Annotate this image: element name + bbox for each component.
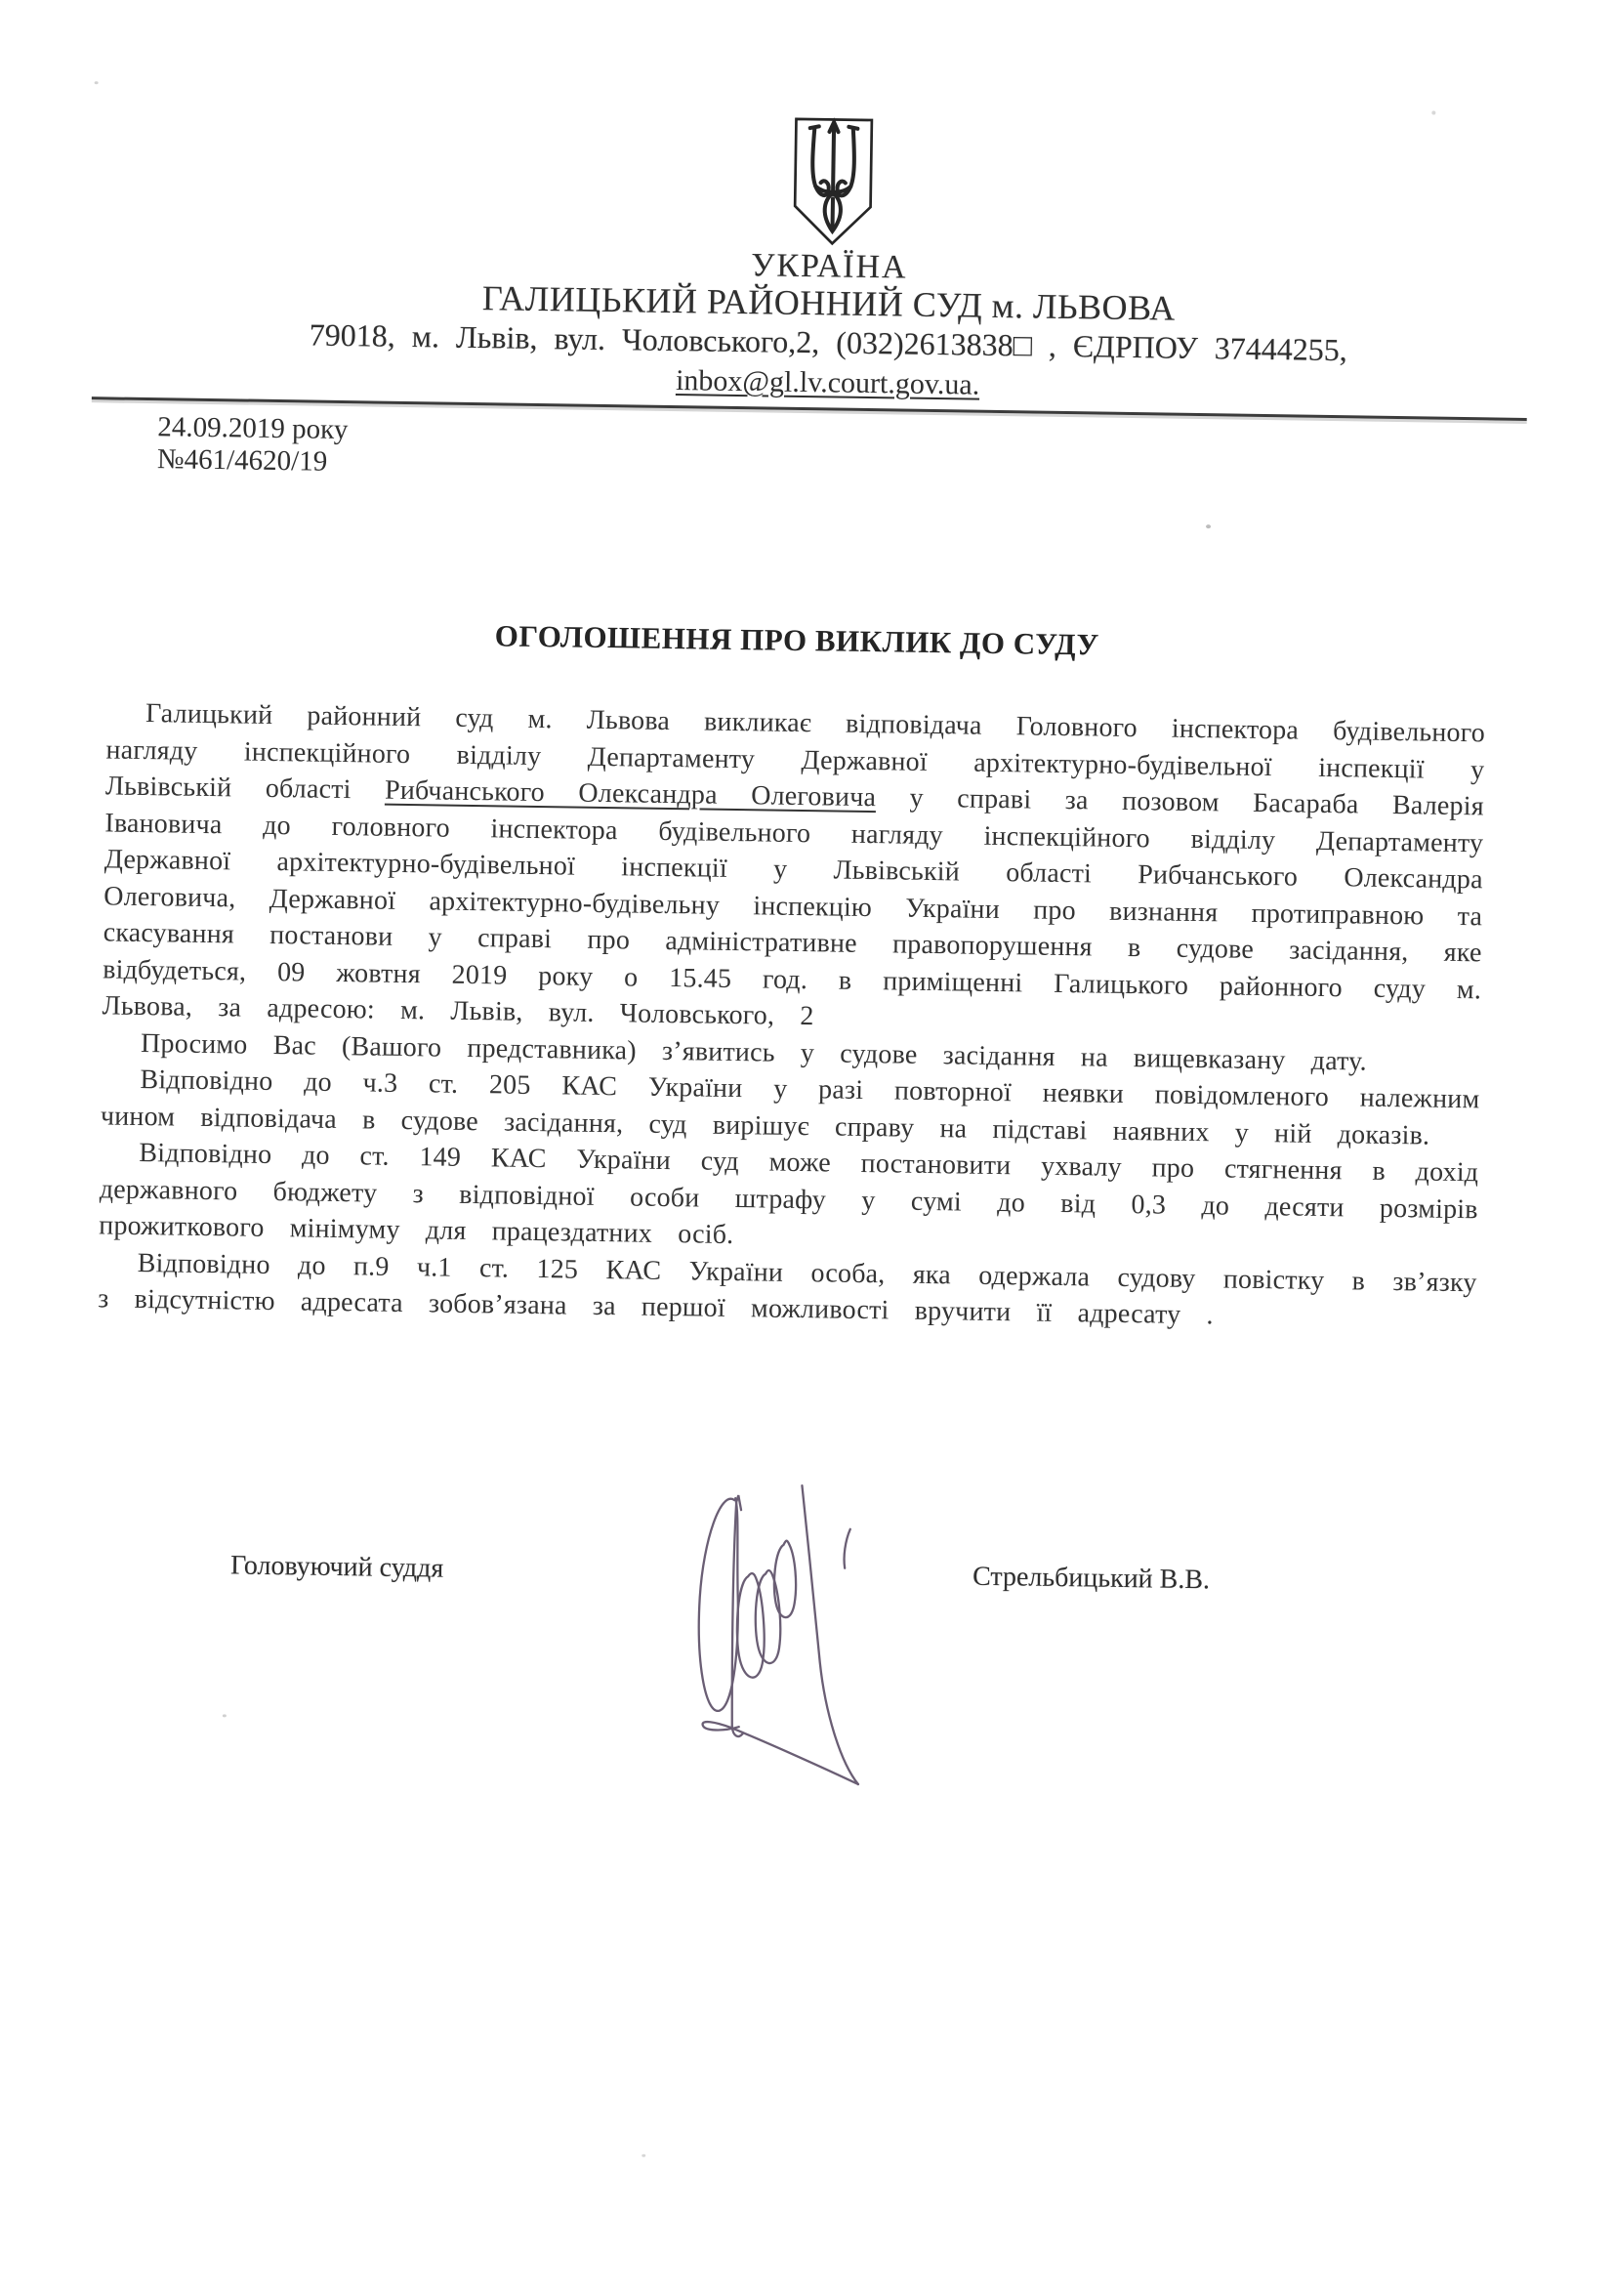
paragraph-art125: Відповідно до п.9 ч.1 ст. 125 КАС України особа, яка одержала судову повістку в зв’язку з відсутністю адресата зобов’язана за першої можливості вручити її адресату . <box>97 1247 1477 1331</box>
document-body <box>98 694 1485 1337</box>
scan-artifact <box>95 81 99 84</box>
paragraph-request: Просимо Вас (Вашого представника) з’явитись у судове засідання на вищевказану дату. <box>140 1027 1368 1077</box>
letter-meta <box>157 411 349 479</box>
paragraph-art205: Відповідно до ч.3 ст. 205 КАС України у разі повторної неявки повідомленого належним чином відповідача в судове засідання, суд вирішує справу на підставі наявних у ній доказів. <box>100 1064 1480 1151</box>
paragraph-summons-rest: у справі за позовом Басараба Валерія Івановича до головного інспектора будівельного нагляду інспекційного відділу Департаменту Державної архітектурно-будівельної інспекції у Львівській області Рибчанського Олександра Олеговича, Державної архітектурно-будівельну інспекцію України про визнання протиправною та скасування постанови у справі про адміністративне правопорушення в судове засідання, яке відбудеться, 09 жовтня 2019 року о 15.45 год. в приміщенні Галицького районного суду м. Львова, за адресою: м. Львів, вул. Чоловського, 2 <box>102 782 1485 1032</box>
handwritten-signature-icon <box>687 1481 883 1798</box>
scan-artifact <box>641 2154 645 2157</box>
paragraph-summons-start: Галицький районний суд м. Львова викликає відповідача Головного інспектора будівельного нагляду інспекційного відділу Департаменту Державної архітектурно-будівельної інспекції у Львівській області <box>104 698 1486 806</box>
court-name: ГАЛИЦЬКИЙ РАЙОННИЙ СУД м. ЛЬВОВА <box>481 278 1177 328</box>
ukraine-trident-emblem-icon <box>788 108 878 254</box>
document-title: ОГОЛОШЕННЯ ПРО ВИКЛИК ДО СУДУ <box>494 618 1100 662</box>
scan-artifact <box>1206 524 1211 528</box>
scan-artifact <box>223 1714 227 1717</box>
signer-name: Стрельбицький В.В. <box>972 1561 1211 1596</box>
letter-date: 24.09.2019 року <box>157 411 349 446</box>
defendant-name-underlined: Рибчанського Олександра Олеговича <box>384 774 877 814</box>
signature-role-label: Головуючий суддя <box>229 1550 444 1584</box>
court-address: 79018, м. Львів, вул. Чоловського,2, (032)2613838□ , ЄДРПОУ 37444255, <box>309 316 1348 368</box>
country-name: УКРАЇНА <box>751 247 908 286</box>
email-address: inbox@gl.lv.court.gov.ua. <box>675 364 980 401</box>
paragraph-art149: Відповідно до ст. 149 КАС України суд може постановити ухвалу про стягнення в дохід державного бюджету з відповідної особи штрафу у сумі до від 0,3 до десяти розмірів прожиткового мінімуму для працездатних осіб. <box>99 1137 1479 1251</box>
case-number: №461/4620/19 <box>156 443 328 478</box>
scan-artifact <box>1431 111 1435 115</box>
paragraph-summons <box>102 694 1485 1044</box>
